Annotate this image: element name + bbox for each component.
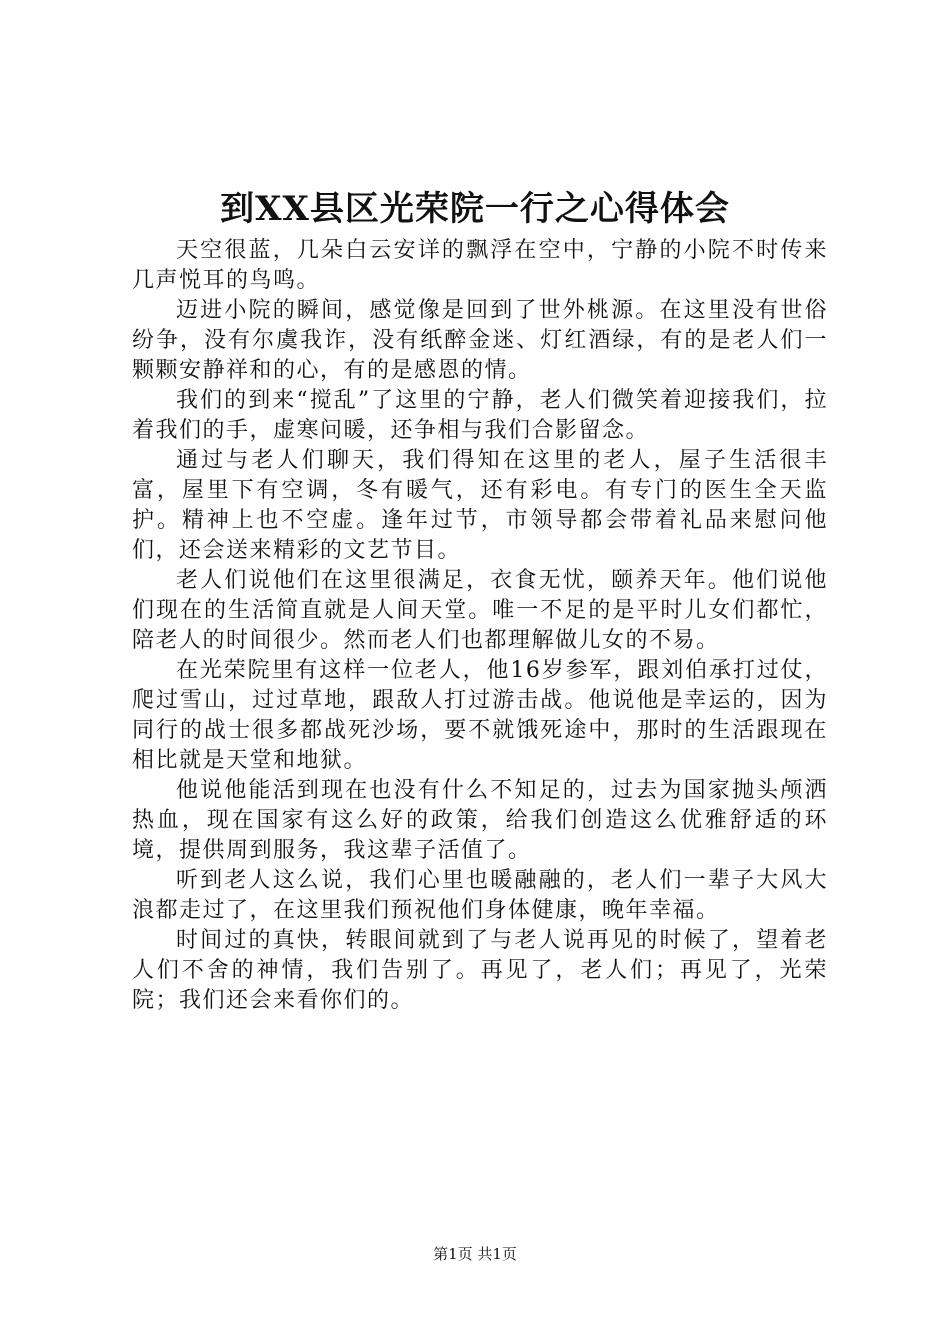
- paragraph: 迈进小院的瞬间，感觉像是回到了世外桃源。在这里没有世俗纷争，没有尔虞我诈，没有纸醉金迷、灯红酒绿，有的是老人们一颗颗安静祥和的心，有的是感恩的情。: [132, 298, 828, 383]
- paragraph: 我们的到来“搅乱”了这里的宁静，老人们微笑着迎接我们，拉着我们的手，虚寒问暖，还争相与我们合影留念。: [132, 388, 828, 443]
- paragraph: 老人们说他们在这里很满足，衣食无忧，颐养天年。他们说他们现在的生活简直就是人间天堂。唯一不足的是平时儿女们都忙，陪老人的时间很少。然而老人们也都理解做儿女的不易。: [132, 568, 828, 653]
- paragraph: 时间过的真快，转眼间就到了与老人说再见的时候了，望着老人们不舍的神情，我们告别了。再见了，老人们；再见了，光荣院；我们还会来看你们的。: [132, 928, 828, 1013]
- paragraph: 在光荣院里有这样一位老人，他16岁参军，跟刘伯承打过仗，爬过雪山，过过草地，跟敌人打过游击战。他说他是幸运的，因为同行的战士很多都战死沙场，要不就饿死途中，那时的生活跟现在相比就是天堂和地狱。: [132, 658, 828, 773]
- paragraph: 通过与老人们聊天，我们得知在这里的老人，屋子生活很丰富，屋里下有空调，冬有暖气，还有彩电。有专门的医生全天监护。精神上也不空虚。逢年过节，市领导都会带着礼品来慰问他们，还会送来精彩的文艺节目。: [132, 448, 828, 563]
- page-footer: 第1页 共1页: [433, 1245, 517, 1263]
- paragraph: 听到老人这么说，我们心里也暖融融的，老人们一辈子大风大浪都走过了，在这里我们预祝他们身体健康，晚年幸福。: [132, 868, 828, 923]
- paragraph: 他说他能活到现在也没有什么不知足的，过去为国家抛头颅洒热血，现在国家有这么好的政策，给我们创造这么优雅舒适的环境，提供周到服务，我这辈子活值了。: [132, 778, 828, 863]
- document-title: 到XX县区光荣院一行之心得体会: [220, 189, 730, 229]
- paragraph: 天空很蓝，几朵白云安详的飘浮在空中，宁静的小院不时传来几声悦耳的鸟鸣。: [132, 238, 828, 293]
- document-body: [132, 236, 828, 1016]
